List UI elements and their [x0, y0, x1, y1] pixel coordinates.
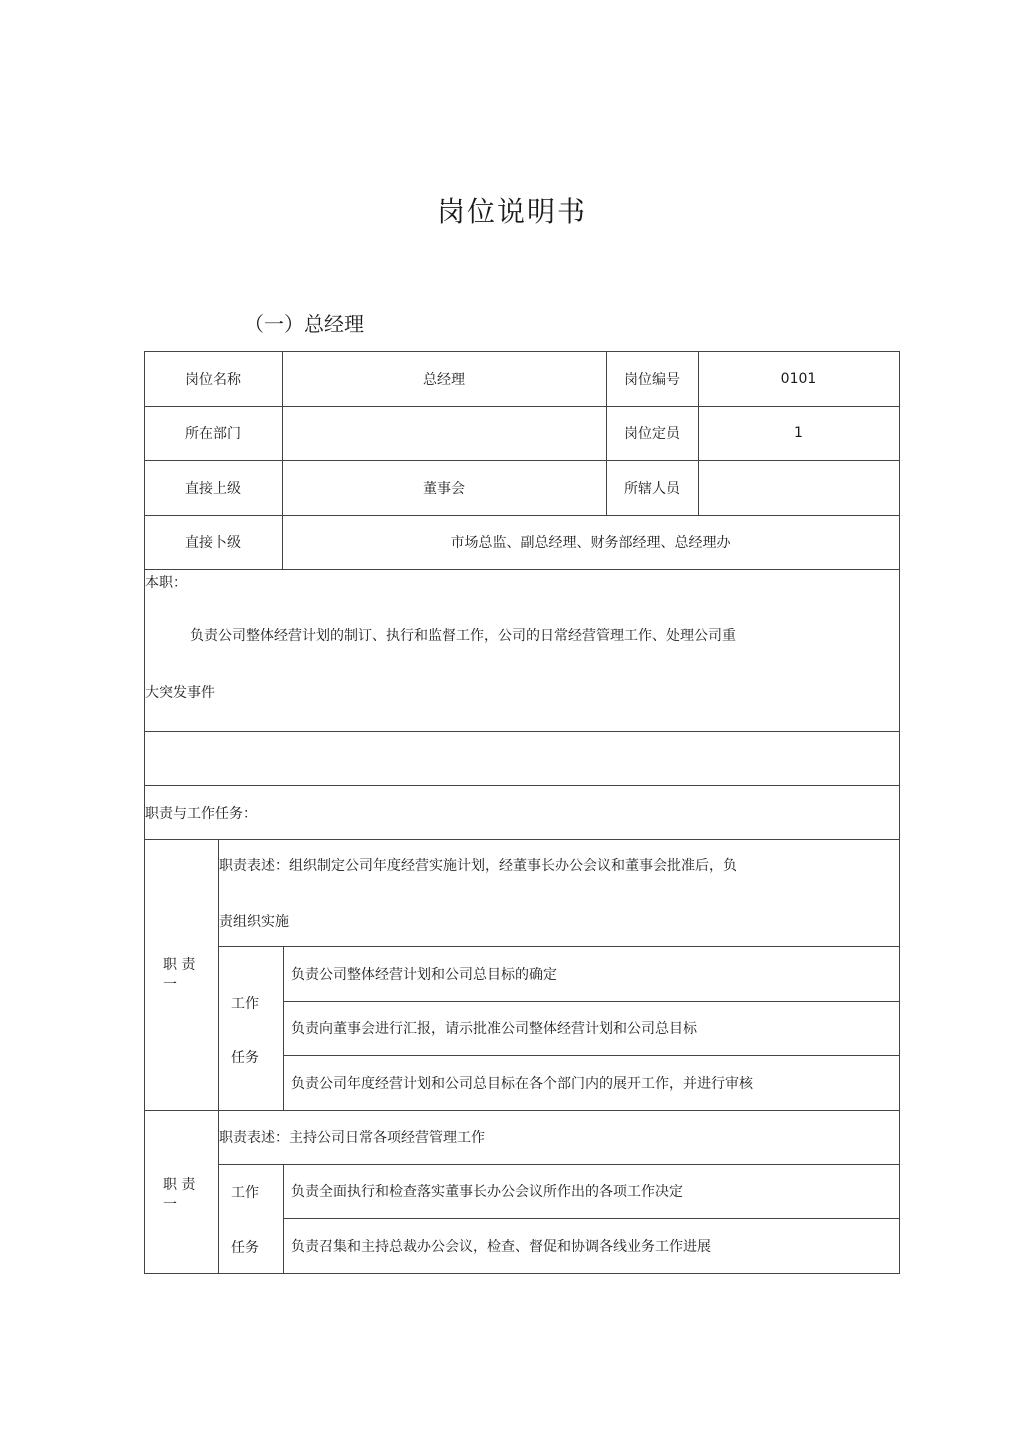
department-label: 所在部门	[185, 426, 241, 442]
resp2-task-1: 负责全面执行和检查落实董事长办公会议所作出的各项工作决定	[291, 1184, 683, 1200]
resp2-task-label-a: 工作	[231, 1185, 259, 1201]
subordinates-label: 所辖人员	[624, 480, 680, 497]
document-title: 岗位说明书	[436, 195, 587, 228]
tasks-header: 职责与工作任务：	[145, 806, 257, 822]
position-code-label: 岗位编号	[624, 371, 680, 388]
department-value	[282, 406, 606, 460]
duty-text-line2: 大突发事件	[145, 685, 215, 701]
resp1-number: 一	[163, 977, 177, 993]
superior-label: 直接上级	[185, 480, 241, 497]
position-name-label: 岗位名称	[185, 371, 241, 388]
resp1-description-line2: 责组织实施	[219, 914, 289, 930]
resp1-task-3: 负责公司年度经营计划和公司总目标在各个部门内的展开工作，并进行审核	[291, 1075, 753, 1092]
resp1-description-line1: 职责表述：组织制定公司年度经营实施计划，经董事长办公会议和董事会批准后，负	[219, 858, 737, 874]
resp1-label: 职 责	[163, 957, 196, 973]
position-code-value: 0101	[780, 370, 817, 387]
direct-reports-label: 直接卜级	[185, 535, 241, 551]
duty-label: 本职：	[145, 575, 187, 591]
direct-reports-value: 市场总监、副总经理、财务部经理、总经理办	[450, 535, 731, 551]
resp2-label: 职 责	[163, 1177, 196, 1193]
superior-value: 董事会	[423, 480, 465, 497]
duty-text-line1: 负责公司整体经营计划的制订、执行和监督工作，公司的日常经营管理工作、处理公司重	[190, 628, 736, 644]
headcount-value: 1	[794, 425, 803, 441]
headcount-label: 岗位定员	[624, 426, 680, 442]
resp2-task-label-b: 任务	[231, 1240, 259, 1256]
resp2-number: 一	[163, 1197, 177, 1213]
resp2-description: 职责表述：主持公司日常各项经营管理工作	[219, 1130, 485, 1146]
resp1-task-label-a: 工作	[231, 996, 259, 1012]
resp2-task-2: 负责召集和主持总裁办公会议，检查、督促和协调各线业务工作进展	[291, 1238, 711, 1255]
resp1-task-2: 负责向董事会进行汇报，请示批准公司整体经营计划和公司总目标	[291, 1021, 697, 1037]
subordinates-value	[698, 460, 899, 515]
resp1-task-1: 负责公司整体经营计划和公司总目标的确定	[291, 966, 557, 983]
resp1-task-label-b: 任务	[231, 1050, 259, 1066]
section-title: （一）总经理	[244, 312, 364, 336]
position-name-value: 总经理	[423, 371, 465, 388]
